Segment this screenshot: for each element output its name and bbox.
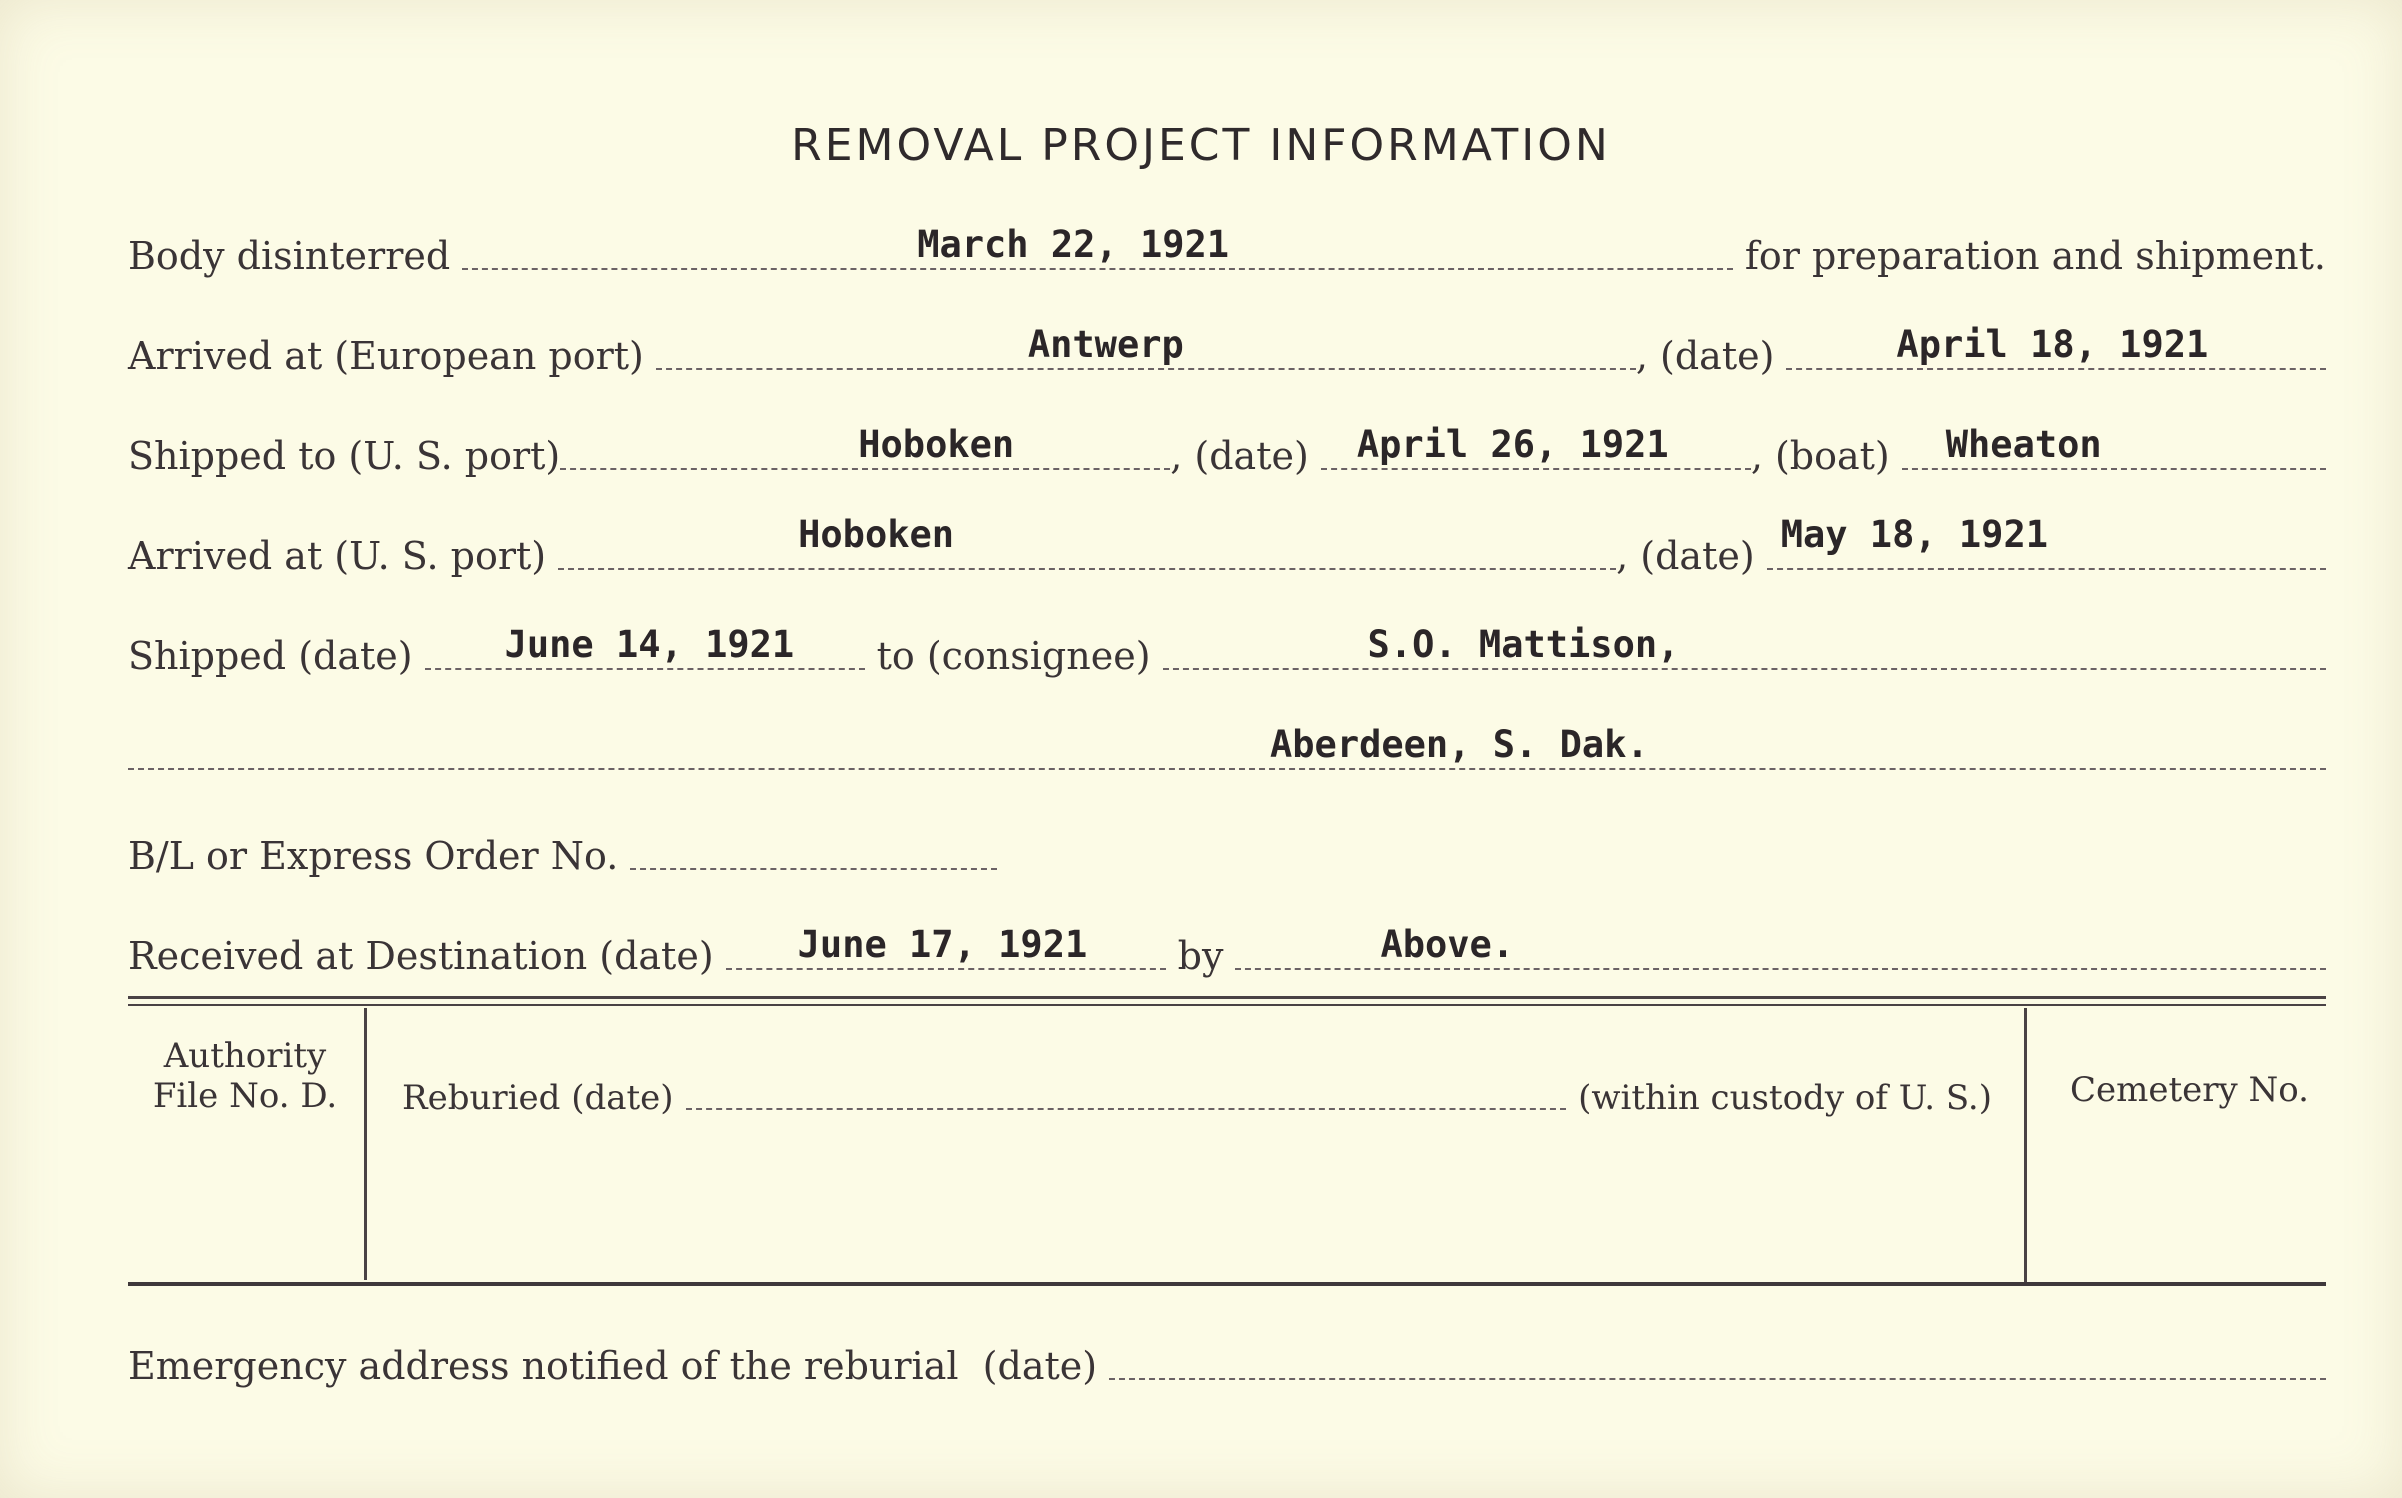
row-arrived-us [128,513,2326,578]
disinterred-suffix: for preparation and shipment. [1744,234,2326,278]
box-divider-left [364,1008,367,1280]
arrived-europe-date-label: , (date) [1635,334,1775,378]
shipped-us-port-value: Hoboken [858,423,1015,466]
card-title: REMOVAL PROJECT INFORMATION [791,120,1611,171]
authority-line1: Authority [163,1036,327,1076]
arrived-us-port-field [558,513,1616,570]
row-received [128,918,2326,978]
shipped-date-label: Shipped (date) [128,634,413,678]
emergency-field [1109,1330,2326,1380]
shipped-date-value: June 14, 1921 [504,623,795,666]
box-top-rule-inner [128,1004,2326,1006]
row-emergency [128,1328,2326,1388]
reburied-label: Reburied (date) [402,1078,674,1118]
box-top-rule [128,996,2326,999]
arrived-europe-date-field [1786,320,2326,370]
received-date-field [726,920,1166,970]
custody-label: (within custody of U. S.) [1578,1078,1992,1118]
arrived-us-date-value: May 18, 1921 [1780,513,2048,556]
box-bottom-rule [128,1282,2326,1286]
row-reburied [402,1058,1992,1118]
emergency-label: Emergency address notified of the reburial (date) [128,1344,1098,1388]
cemetery-label: Cemetery No. [2070,1070,2309,1110]
disinterred-field [462,220,1733,270]
arrived-europe-port-field [656,320,1636,370]
arrived-us-port-value: Hoboken [798,513,955,556]
authority-label [150,1036,340,1116]
row-bl [128,818,997,878]
disinterred-label: Body disinterred [128,234,451,278]
shipped-us-port-field [560,420,1170,470]
received-label: Received at Destination (date) [128,934,714,978]
received-date-value: June 17, 1921 [797,923,1088,966]
disinterred-date-value: March 22, 1921 [917,223,1230,266]
arrived-us-date-field [1767,513,2326,570]
consignee-address-field [128,720,2326,770]
shipped-us-date-value: April 26, 1921 [1356,423,1669,466]
row-arrived-europe [128,318,2326,378]
shipped-us-label: Shipped to (U. S. port) [128,434,561,478]
box-divider-right [2024,1008,2027,1284]
consignee-address-value: Aberdeen, S. Dak. [1270,723,1649,766]
arrived-us-date-label: , (date) [1616,534,1755,578]
row-consignee-address [128,718,2326,778]
received-by-label: by [1177,934,1224,978]
arrived-europe-port-value: Antwerp [1027,323,1184,366]
arrived-europe-label: Arrived at (European port) [128,334,644,378]
arrived-europe-date-value: April 18, 1921 [1896,323,2209,366]
received-by-field [1235,920,2326,970]
shipped-us-boat-field [1902,420,2326,470]
row-body-disinterred [128,218,2326,278]
row-shipped-us [128,418,2326,478]
shipped-us-boat-label: , (boat) [1750,434,1890,478]
shipped-us-date-label: , (date) [1170,434,1309,478]
bl-label: B/L or Express Order No. [128,834,619,878]
received-by-value: Above. [1380,923,1515,966]
reburied-field [686,1060,1567,1110]
consignee-field [1163,620,2326,670]
arrived-us-label: Arrived at (U. S. port) [128,534,547,578]
shipped-date-field [425,620,865,670]
consignee-label: to (consignee) [876,634,1151,678]
shipped-us-date-field [1321,420,1751,470]
authority-line2: File No. D. [152,1076,338,1116]
consignee-value: S.O. Mattison, [1367,623,1680,666]
bl-field [630,820,997,870]
row-shipped [128,618,2326,678]
shipped-us-boat-value: Wheaton [1945,423,2102,466]
